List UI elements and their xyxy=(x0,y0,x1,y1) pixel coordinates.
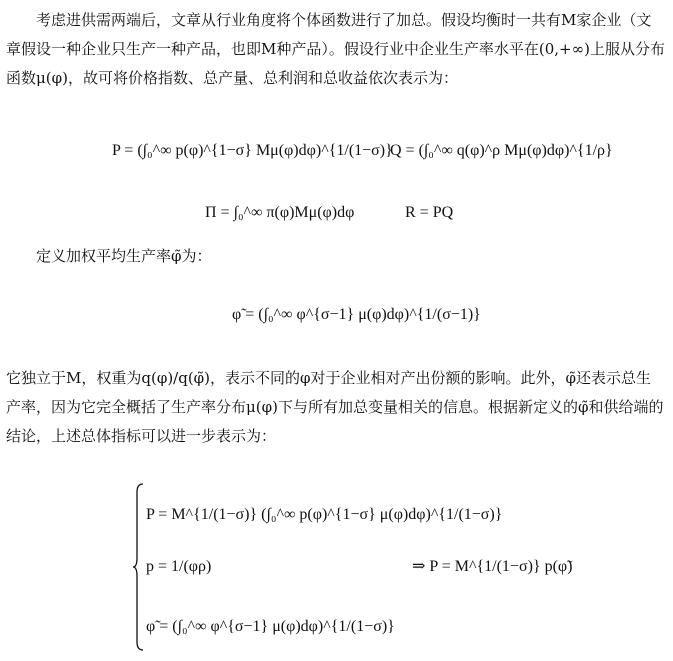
system-result-text: ⇒ P = M^{1/(1−σ)} p(φ̃) xyxy=(412,558,573,575)
system-price-text: P = M^{1/(1−σ)} (∫₀^∞ p(φ)^{1−σ} μ(φ)dφ)^{1/(1−σ)} xyxy=(146,506,503,523)
system-result xyxy=(412,556,572,576)
equation-total-output xyxy=(390,142,613,160)
eq-profit-text: Π = ∫₀^∞ π(φ)Mμ(φ)dφ xyxy=(205,204,355,221)
eq-price-text: P = (∫₀^∞ p(φ)^{1−σ} Mμ(φ)dφ)^{1/(1−σ)} xyxy=(112,142,393,159)
paragraph-3: 它独立于M，权重为q(φ)/q(φ̃)，表示不同的φ对于企业相对产出份额的影响。此外，φ̃还表示总生产率，因为它完全概括了生产率分布μ(φ)下与所有加总变量相关的信息。根据新定义的φ̃和供给端的结论，上述总体指标可以进一步表示为： xyxy=(6,369,664,445)
equation-weighted-productivity xyxy=(232,306,481,324)
eq-revenue-text: R = PQ xyxy=(405,204,454,221)
paragraph-2: 定义加权平均生产率φ̃为： xyxy=(36,247,212,265)
system-line-unit-price xyxy=(146,558,211,576)
eq-output-text: Q = (∫₀^∞ q(φ)^ρ Mμ(φ)dφ)^{1/ρ} xyxy=(390,142,613,159)
paragraph-1: 考虑进供需两端后，文章从行业角度将个体函数进行了加总。假设均衡时一共有M家企业（文章假设一种企业只生产一种产品，也即M种产品）。假设行业中企业生产率水平在(0,+∞)上服从分布函数μ(φ)，故可将价格指数、总产量、总利润和总收益依次表示为： xyxy=(6,11,665,87)
equation-price-index xyxy=(112,142,393,160)
system-line-productivity xyxy=(146,618,395,636)
left-brace-icon xyxy=(132,482,144,652)
system-productivity-text: φ̃ = (∫₀^∞ φ^{σ−1} μ(φ)dφ)^{1/(1−σ)} xyxy=(146,618,395,635)
system-unit-price-text: p = 1/(φρ) xyxy=(146,558,212,575)
equation-total-profit xyxy=(205,204,354,222)
eq-weighted-text: φ̃ = (∫₀^∞ φ^{σ−1} μ(φ)dφ)^{1/(σ−1)} xyxy=(232,306,481,323)
system-line-price xyxy=(146,506,502,524)
equation-total-revenue xyxy=(405,204,453,222)
